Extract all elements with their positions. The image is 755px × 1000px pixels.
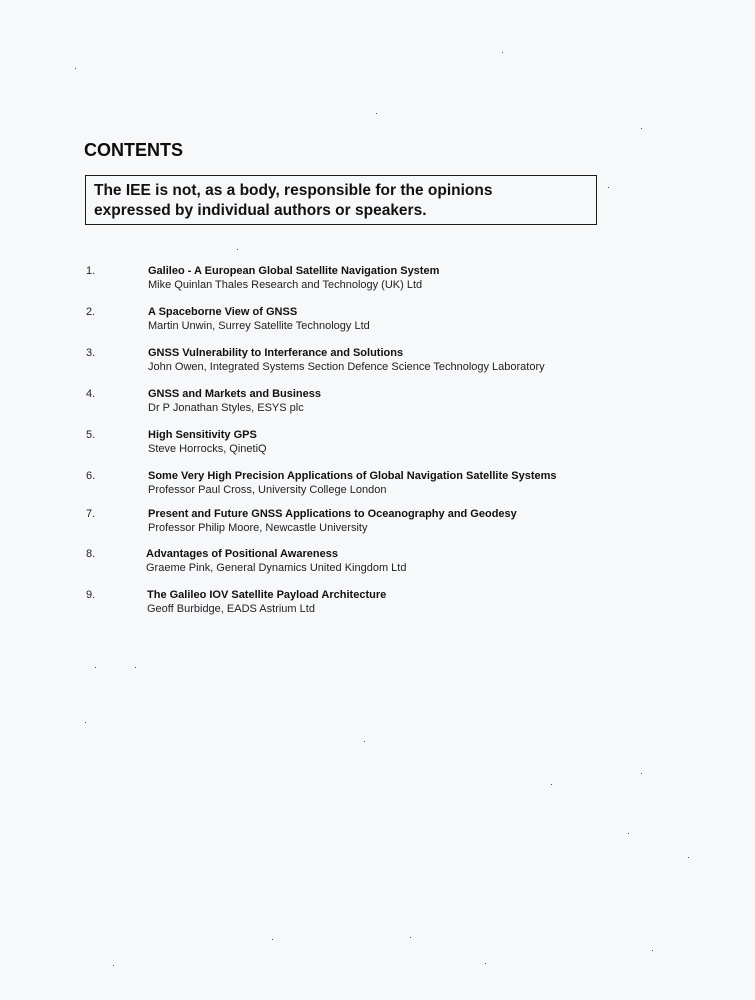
toc-author: Professor Paul Cross, University College London bbox=[148, 484, 387, 496]
toc-number: 6. bbox=[86, 470, 96, 482]
toc-number: 8. bbox=[86, 548, 96, 560]
toc-entry bbox=[0, 388, 755, 420]
scan-speck bbox=[272, 939, 273, 940]
toc-title: GNSS and Markets and Business bbox=[148, 388, 321, 400]
scan-speck bbox=[410, 937, 411, 938]
scan-speck bbox=[376, 113, 377, 114]
toc-entry bbox=[0, 589, 755, 621]
scan-speck bbox=[641, 773, 642, 774]
toc-title: Advantages of Positional Awareness bbox=[146, 548, 338, 560]
toc-entry bbox=[0, 265, 755, 297]
page-title: CONTENTS bbox=[84, 140, 183, 160]
toc-title: GNSS Vulnerability to Interferance and Solutions bbox=[148, 347, 404, 359]
disclaimer-line-2: expressed by individual authors or speakers. bbox=[94, 202, 427, 219]
scan-speck bbox=[237, 249, 238, 250]
toc-author: Graeme Pink, General Dynamics United Kingdom Ltd bbox=[146, 562, 407, 574]
toc-number: 5. bbox=[86, 429, 96, 441]
toc-number: 4. bbox=[86, 388, 96, 400]
scan-speck bbox=[485, 963, 486, 964]
toc-entry bbox=[0, 548, 755, 580]
toc-entry bbox=[0, 470, 755, 502]
toc-author: John Owen, Integrated Systems Section Defence Science Technology Laboratory bbox=[148, 361, 545, 373]
scan-speck bbox=[641, 128, 642, 129]
toc-title: A Spaceborne View of GNSS bbox=[148, 306, 298, 318]
toc-author: Steve Horrocks, QinetiQ bbox=[148, 443, 267, 455]
scan-speck bbox=[113, 965, 114, 966]
toc-author: Mike Quinlan Thales Research and Technology (UK) Ltd bbox=[148, 279, 423, 291]
scan-speck bbox=[502, 52, 503, 53]
toc-author: Martin Unwin, Surrey Satellite Technology Ltd bbox=[148, 320, 370, 332]
toc-title: Some Very High Precision Applications of Global Navigation Satellite Systems bbox=[148, 470, 557, 482]
toc-number: 3. bbox=[86, 347, 96, 359]
toc-title: High Sensitivity GPS bbox=[148, 429, 257, 441]
scan-speck bbox=[652, 950, 653, 951]
scan-speck bbox=[688, 857, 689, 858]
scan-speck bbox=[75, 68, 76, 69]
toc-title: Galileo - A European Global Satellite Navigation System bbox=[148, 265, 440, 277]
toc-author: Geoff Burbidge, EADS Astrium Ltd bbox=[147, 603, 315, 615]
scan-speck bbox=[628, 833, 629, 834]
toc-entry bbox=[0, 306, 755, 338]
toc-entry bbox=[0, 429, 755, 461]
disclaimer-line-1: The IEE is not, as a body, responsible for the opinions bbox=[94, 182, 493, 199]
toc-title: Present and Future GNSS Applications to Oceanography and Geodesy bbox=[148, 508, 517, 520]
scan-speck bbox=[364, 741, 365, 742]
toc-author: Dr P Jonathan Styles, ESYS plc bbox=[148, 402, 304, 414]
toc-title: The Galileo IOV Satellite Payload Architecture bbox=[147, 589, 387, 601]
scan-speck bbox=[551, 784, 552, 785]
toc-number: 1. bbox=[86, 265, 96, 277]
scan-speck bbox=[135, 667, 136, 668]
toc-entry bbox=[0, 347, 755, 379]
toc-number: 7. bbox=[86, 508, 96, 520]
scan-speck bbox=[85, 722, 86, 723]
disclaimer-box bbox=[85, 175, 597, 225]
toc-number: 9. bbox=[86, 589, 96, 601]
scan-speck bbox=[95, 667, 96, 668]
toc-number: 2. bbox=[86, 306, 96, 318]
toc-entry bbox=[0, 508, 755, 540]
scan-speck bbox=[608, 187, 609, 188]
toc-author: Professor Philip Moore, Newcastle University bbox=[148, 522, 368, 534]
